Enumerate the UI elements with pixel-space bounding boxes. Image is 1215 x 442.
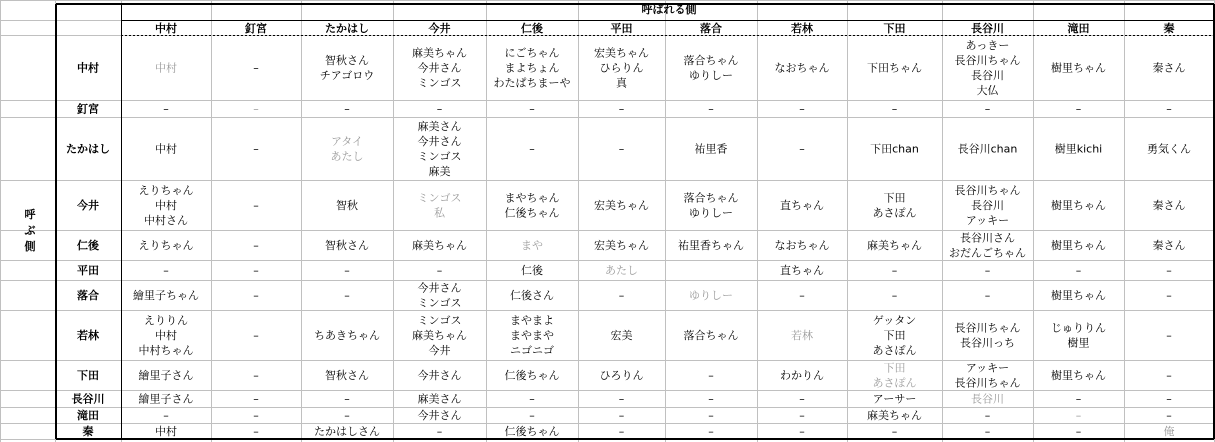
table-cell-line: 祐里香 — [694, 142, 728, 156]
table-cell-line: まやちゃん — [504, 191, 560, 205]
table-cell-line: – — [436, 102, 443, 116]
table-cell-line: たかはしさん — [314, 425, 380, 438]
column-header: たかはし — [325, 22, 369, 35]
table-cell-line: 樹里ちゃん — [1051, 289, 1106, 302]
table-cell-line: – — [618, 142, 625, 156]
table-cell-line: 祐里香ちゃん — [678, 239, 744, 252]
table-cell-line: 樹里ちゃん — [1051, 239, 1106, 252]
table-cell-line: – — [618, 289, 625, 302]
table-cell-line: 私 — [434, 206, 445, 220]
table-cell-line: – — [984, 102, 991, 116]
table-cell-line: 樹里 — [1067, 336, 1090, 350]
row-header: 若林 — [77, 329, 99, 342]
table-cell-line: 宏美 — [610, 329, 633, 342]
row-header: 今井 — [77, 199, 99, 212]
table-cell-line: 直ちゃん — [780, 264, 824, 277]
table-cell-line: 秦さん — [1152, 199, 1186, 212]
table-cell-line: – — [253, 289, 259, 302]
table-cell-line: ミンゴス — [417, 314, 462, 327]
table-cell-line: えりちゃん — [138, 184, 194, 197]
column-header: 落合 — [700, 22, 722, 35]
table-cell-line: – — [253, 425, 259, 438]
table-cell-line: 麻美ちゃん — [867, 239, 922, 252]
table-cell-line: ニゴニゴ — [510, 344, 554, 357]
table-cell-line: まや — [521, 239, 543, 252]
row-header: 落合 — [77, 289, 99, 302]
table-cell-line: – — [253, 409, 259, 422]
table-cell-line: 麻美さん — [417, 392, 462, 406]
table-cell-line: – — [253, 329, 259, 342]
table-cell-line: 繪里子さん — [138, 369, 194, 382]
table-cell-line: えりちゃん — [138, 239, 194, 252]
table-cell-line: – — [529, 409, 535, 422]
table-cell-line: – — [253, 199, 259, 212]
row-header: 下田 — [77, 369, 99, 382]
table-cell-line: 長谷川ちゃん — [954, 376, 1021, 390]
table-cell-line: 繪里子さん — [138, 392, 194, 406]
table-cell-line: – — [253, 61, 259, 75]
table-cell-line: – — [799, 142, 805, 156]
column-header: 長谷川 — [971, 22, 1004, 35]
table-cell-line: 大仏 — [976, 84, 999, 97]
table-cell-line: ちあきちゃん — [314, 329, 380, 342]
caller-side-header-char: ぶ — [24, 224, 36, 237]
table-cell-line: 仁後 — [521, 264, 543, 277]
table-cell-line: – — [344, 102, 350, 116]
table-cell-line: 宏美ちゃん — [594, 199, 649, 212]
table-cell-line: – — [344, 264, 350, 277]
table-cell-line: – — [799, 102, 805, 116]
table-cell-line: あたし — [605, 264, 638, 277]
table-cell-line: 仁後ちゃん — [504, 425, 560, 438]
column-header: 仁後 — [521, 22, 543, 35]
table-cell-line: 下田 — [883, 191, 906, 205]
table-cell-line: あさぽん — [872, 206, 917, 220]
column-header: 滝田 — [1067, 22, 1090, 35]
table-cell-line: にごちゃん — [504, 46, 560, 60]
table-cell-line: 樹里ちゃん — [1051, 369, 1106, 382]
column-header: 中村 — [155, 22, 177, 35]
table-cell-line: 下田chan — [870, 142, 919, 156]
table-cell-line: 長谷川さん — [960, 231, 1015, 245]
table-cell-line: アーサー — [872, 392, 917, 406]
table-cell-line: – — [618, 102, 625, 116]
table-cell-line: じゅりりん — [1051, 321, 1106, 335]
table-cell-line: – — [344, 409, 350, 422]
table-cell-line: アッキー — [965, 214, 1010, 227]
table-cell-line: 仁後ちゃん — [504, 369, 560, 382]
table-cell-line: 中村 — [155, 199, 177, 212]
table-cell-line: – — [1166, 409, 1172, 422]
table-cell-line: – — [984, 289, 991, 302]
table-cell-line: – — [891, 102, 898, 116]
table-cell-line: ひろりん — [599, 369, 644, 382]
table-cell-line: アッキー — [965, 361, 1010, 375]
table-cell-line: えりりん — [144, 314, 188, 327]
column-header: 今井 — [428, 22, 451, 35]
table-cell-line: ミンゴス — [417, 191, 462, 205]
row-header: 長谷川 — [71, 392, 105, 406]
table-cell-line: – — [708, 425, 714, 438]
table-cell-line: 樹里ちゃん — [1051, 61, 1106, 75]
table-cell-line: ミンゴス — [417, 76, 462, 90]
table-cell-line: – — [344, 289, 350, 302]
table-cell-line: 麻美ちゃん — [412, 329, 467, 342]
table-cell-line: – — [163, 409, 169, 422]
table-cell-line: 樹里kichi — [1054, 142, 1103, 156]
table-cell-line: – — [891, 425, 898, 438]
table-cell-line: 今井 — [428, 344, 451, 357]
table-cell-line: 下田ちゃん — [867, 61, 922, 75]
table-cell-line: – — [984, 409, 991, 422]
table-cell-line: – — [708, 392, 714, 406]
table-cell-line: – — [436, 264, 443, 277]
table-cell-line: – — [1166, 102, 1172, 116]
table-cell-line: 長谷川 — [971, 392, 1004, 406]
table-body — [133, 39, 1191, 438]
table-cell-line: アタイ — [330, 135, 364, 148]
table-cell-line: – — [1075, 264, 1082, 277]
caller-side-header — [25, 207, 37, 253]
table-cell-line: – — [984, 264, 991, 277]
table-cell-line: 長谷川ちゃん — [954, 54, 1021, 67]
table-cell-line: – — [984, 425, 991, 438]
table-cell-line: – — [253, 264, 259, 277]
table-cell-line: 長谷川chan — [957, 142, 1018, 156]
table-cell-line: – — [799, 392, 805, 406]
table-cell-line: – — [1075, 392, 1082, 406]
table-cell-line: – — [163, 102, 169, 116]
table-cell-line: ミンゴス — [417, 150, 462, 163]
table-cell-line: – — [1166, 392, 1172, 406]
table-cell-line: 麻美さん — [417, 120, 462, 133]
table-cell-line: 麻美ちゃん — [867, 409, 922, 422]
table-cell-line: – — [253, 369, 259, 382]
table-cell-line: 仁後さん — [510, 289, 554, 302]
table-cell-line: 宏美ちゃん — [594, 239, 649, 252]
table-cell-line: – — [708, 409, 714, 422]
column-header: 秦 — [1163, 22, 1175, 35]
table-cell-line: 長谷川っち — [960, 336, 1015, 350]
table-cell-line: 落合ちゃん — [683, 54, 739, 67]
table-cell-line: わかりん — [780, 369, 824, 382]
table-cell-line: – — [529, 142, 535, 156]
table-cell-line: 中村さん — [144, 214, 188, 227]
table-cell-line: おだんごちゃん — [949, 246, 1026, 260]
table-cell-line: – — [618, 409, 625, 422]
table-cell-line: 中村 — [155, 142, 177, 156]
table-cell-line: – — [891, 264, 898, 277]
called-side-header: 呼ばれる側 — [641, 3, 697, 16]
table-cell-line: まよちょん — [504, 61, 560, 75]
table-cell-line: 智秋さん — [325, 239, 369, 252]
row-header: 中村 — [77, 61, 99, 75]
column-headers — [155, 21, 1175, 35]
table-cell-line: 智秋 — [336, 199, 358, 212]
table-cell-line: 麻美ちゃん — [412, 46, 467, 60]
table-cell-line: 仁後ちゃん — [504, 206, 560, 220]
table-cell-line: – — [1166, 289, 1172, 302]
table-cell-line: – — [1075, 425, 1082, 438]
table-cell-line: – — [253, 392, 259, 406]
table-cell-line: – — [253, 142, 259, 156]
table-cell-line: 麻美 — [428, 165, 451, 178]
table-cell-line: 若林 — [791, 329, 813, 342]
table-cell-line: あたし — [330, 150, 364, 163]
caller-side-header-char: 側 — [24, 240, 36, 253]
table-cell-line: 今井さん — [417, 135, 462, 148]
table-cell-line: 落合ちゃん — [683, 191, 739, 205]
table-cell-line: 落合ちゃん — [683, 329, 739, 342]
table-cell-line: 今井さん — [417, 61, 462, 75]
table-cell-line: 中村ちゃん — [138, 344, 194, 357]
table-cell-line: 秦さん — [1152, 239, 1186, 252]
table-cell-line: 智秋さん — [325, 54, 369, 67]
table-cell-line: – — [618, 392, 625, 406]
table-cell-line: 宏美ちゃん — [594, 46, 649, 60]
table-cell-line: – — [253, 102, 259, 116]
table-cell-line: チアゴロウ — [319, 69, 375, 82]
table-cell-line: 下田 — [883, 361, 906, 375]
row-header: 秦 — [82, 425, 94, 438]
table-cell-line: ゆりしー — [689, 206, 733, 220]
table-cell-line: ひらりん — [599, 61, 644, 75]
table-cell-line: 樹里ちゃん — [1051, 199, 1106, 212]
table-cell-line: あさぽん — [872, 376, 917, 390]
table-cell-line: ゲッタン — [872, 314, 917, 327]
column-header: 下田 — [883, 22, 906, 35]
row-header: 平田 — [77, 264, 99, 277]
table-cell-line: 秦さん — [1152, 61, 1186, 75]
table-cell-line: – — [891, 289, 898, 302]
table-cell-line: 繪里子ちゃん — [133, 289, 199, 302]
table-cell-line: あっきー — [965, 39, 1010, 52]
table-cell-line: ゆりしー — [689, 69, 733, 82]
table-cell-line: 今井さん — [417, 369, 462, 382]
table-cell-line: 長谷川 — [971, 69, 1004, 82]
table-cell-line: 真 — [616, 76, 627, 90]
table-cell-line: 今井さん — [417, 409, 462, 422]
row-header: たかはし — [66, 142, 110, 156]
table-cell-line: ゆりしー — [689, 289, 733, 302]
table-cell-line: なおちゃん — [774, 239, 830, 252]
table-cell-line: – — [163, 264, 169, 277]
table-cell-line: 中村 — [155, 329, 177, 342]
table-cell-line: – — [799, 409, 805, 422]
table-cell-line: 長谷川ちゃん — [954, 184, 1021, 197]
table-cell-line: – — [529, 102, 535, 116]
table-cell-line: なおちゃん — [774, 61, 830, 75]
caller-side-header-char: 呼 — [24, 208, 36, 221]
table-cell-line: – — [799, 289, 805, 302]
table-cell-line: あさぽん — [872, 344, 917, 357]
table-cell-line: – — [799, 425, 805, 438]
table-cell-line: わたぱちまーや — [493, 76, 571, 90]
table-cell-line: – — [708, 102, 714, 116]
table-cell-line: 直ちゃん — [780, 199, 824, 212]
row-header: 滝田 — [77, 409, 99, 422]
table-cell-line: 俺 — [1163, 425, 1175, 438]
row-header: 釘宮 — [77, 102, 99, 116]
table-cell-line: – — [253, 239, 259, 252]
table-cell-line: – — [1166, 369, 1172, 382]
table-cell-line: ミンゴス — [417, 296, 462, 310]
table-cell-line: 今井さん — [417, 281, 462, 295]
table-cell-line: – — [344, 392, 350, 406]
table-cell-line: – — [1166, 264, 1172, 277]
table-cell-line: – — [708, 369, 714, 382]
column-header: 釘宮 — [245, 22, 267, 35]
table-cell-line: – — [618, 425, 625, 438]
table-cell-line: – — [529, 392, 535, 406]
column-header: 若林 — [791, 22, 813, 35]
table-cell-line: 長谷川 — [971, 199, 1004, 212]
row-header: 仁後 — [77, 239, 99, 252]
table-cell-line: – — [1166, 329, 1172, 342]
table-cell-line: 下田 — [883, 329, 906, 342]
table-cell-line: – — [1075, 409, 1082, 422]
table-cell-line: 勇気くん — [1147, 142, 1191, 156]
column-header: 平田 — [610, 22, 633, 35]
table-cell-line: 中村 — [155, 425, 177, 438]
table-cell-line: – — [1075, 102, 1082, 116]
table-cell-line: 中村 — [155, 61, 177, 75]
table-cell-line: – — [436, 425, 443, 438]
table-cell-line: 智秋さん — [325, 369, 369, 382]
table-cell-line: まやまや — [510, 329, 554, 342]
table-cell-line: 長谷川ちゃん — [954, 321, 1021, 335]
table-cell-line: まやまよ — [510, 314, 554, 327]
table-cell-line: 麻美ちゃん — [412, 239, 467, 252]
